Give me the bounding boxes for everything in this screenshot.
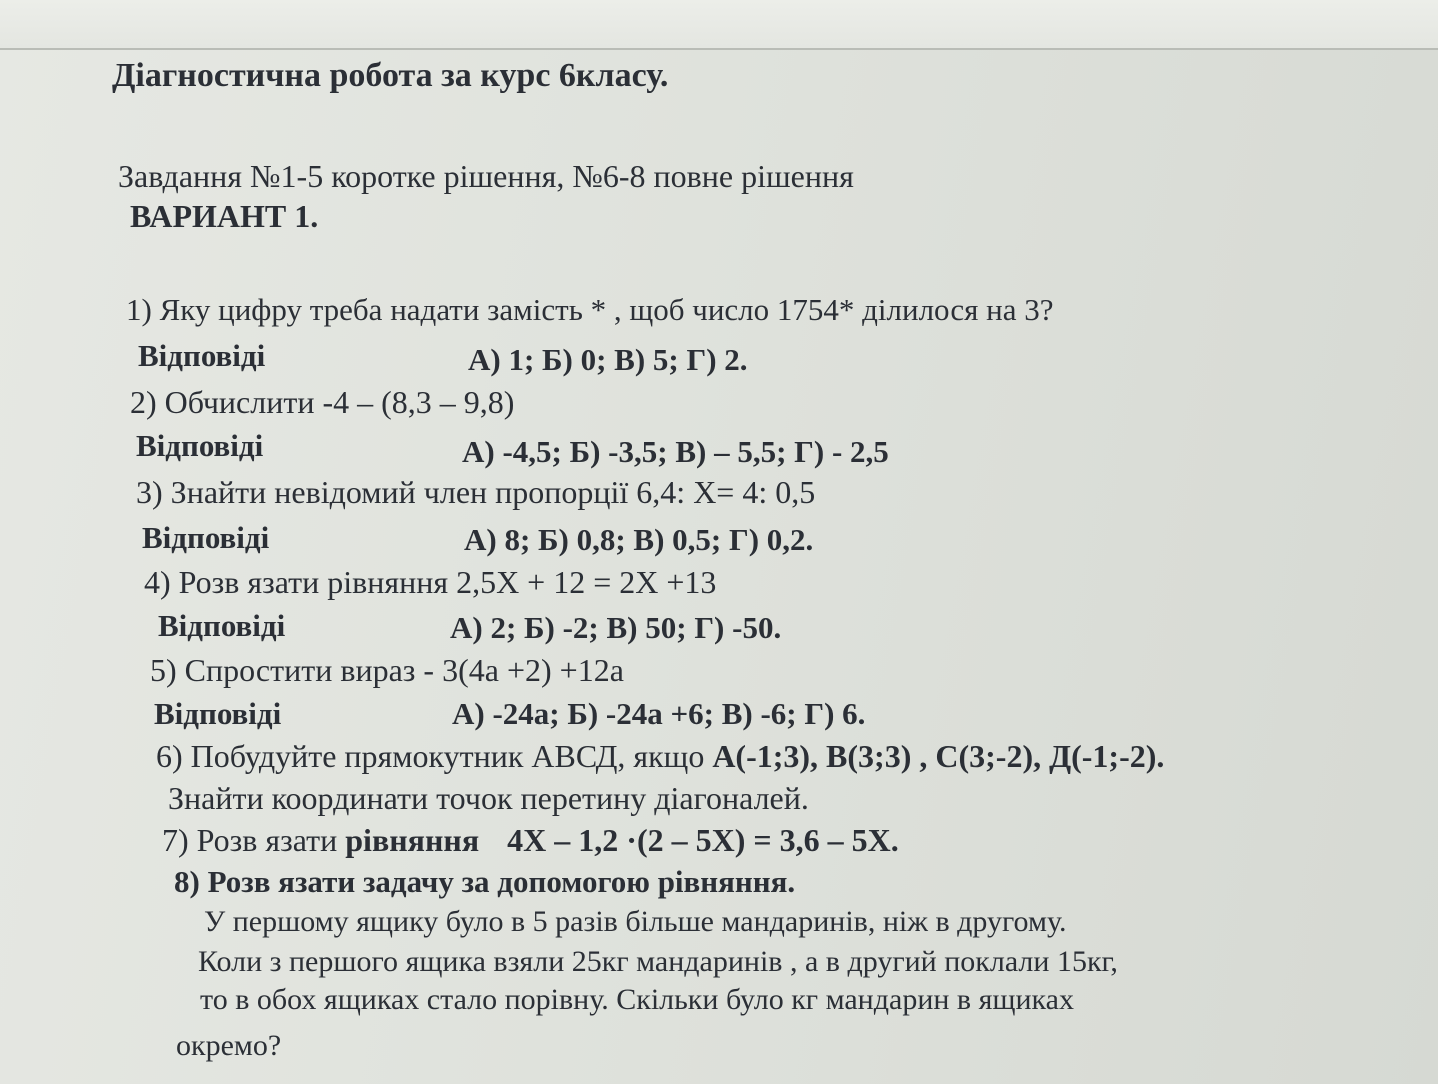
task-8-line-2: Коли з першого ящика взяли 25кг мандаринів , а в другий поклали 15кг, xyxy=(198,945,1118,978)
task-3-answers: А) 8; Б) 0,8; В) 0,5; Г) 0,2. xyxy=(464,522,814,557)
screen-top-edge xyxy=(0,0,1438,50)
instructions-text: Завдання №1-5 коротке рішення, №6-8 повне рішення xyxy=(118,158,854,194)
task-8-line-1: У першому ящику було в 5 разів більше мандаринів, ніж в другому. xyxy=(204,905,1067,938)
task-5-question: 5) Спростити вираз - 3(4а +2) +12а xyxy=(150,652,624,688)
task-2-answers: А) -4,5; Б) -3,5; В) – 5,5; Г) - 2,5 xyxy=(462,434,889,469)
task-7-bold-word: рівняння xyxy=(345,822,480,858)
task-5-answers: А) -24а; Б) -24а +6; В) -6; Г) 6. xyxy=(452,696,866,731)
task-6-line-2: Знайти координати точок перетину діагоналей. xyxy=(168,780,809,816)
task-2-answers-label: Відповіді xyxy=(136,428,264,463)
document-title: Діагностична робота за курс 6класу. xyxy=(112,57,669,94)
task-1-question: 1) Яку цифру треба надати замість * , щоб число 1754* ділилося на 3? xyxy=(126,292,1054,327)
task-3-question: 3) Знайти невідомий член пропорції 6,4: Х= 4: 0,5 xyxy=(136,474,816,510)
task-1-answers-label: Відповіді xyxy=(138,338,266,373)
task-4-question: 4) Розв язати рівняння 2,5Х + 12 = 2Х +13 xyxy=(144,564,717,600)
task-8-line-3: то в обох ящиках стало порівну. Скільки було кг мандарин в ящиках xyxy=(200,983,1074,1016)
task-6-text: 6) Побудуйте прямокутник АВСД, якщо xyxy=(156,738,705,774)
task-7-line xyxy=(162,820,899,860)
task-6-points: А(-1;3), В(3;3) , С(3;-2), Д(-1;-2). xyxy=(712,738,1165,774)
task-5-answers-label: Відповіді xyxy=(154,696,282,731)
task-8-heading: 8) Розв язати задачу за допомогою рівняння. xyxy=(174,864,796,899)
task-8-line-4: окремо? xyxy=(176,1029,282,1062)
task-7-equation: 4Х – 1,2 ·(2 – 5Х) = 3,6 – 5Х. xyxy=(507,822,899,858)
task-1-answers: А) 1; Б) 0; В) 5; Г) 2. xyxy=(468,342,748,377)
task-7-prefix: 7) Розв язати xyxy=(162,822,338,858)
task-3-answers-label: Відповіді xyxy=(142,520,270,555)
task-4-answers-label: Відповіді xyxy=(158,608,286,643)
variant-label: ВАРИАНТ 1. xyxy=(130,198,319,234)
task-4-answers: А) 2; Б) -2; В) 50; Г) -50. xyxy=(450,610,782,645)
task-6-line-1 xyxy=(156,736,1164,776)
task-2-question: 2) Обчислити -4 – (8,3 – 9,8) xyxy=(130,384,515,420)
